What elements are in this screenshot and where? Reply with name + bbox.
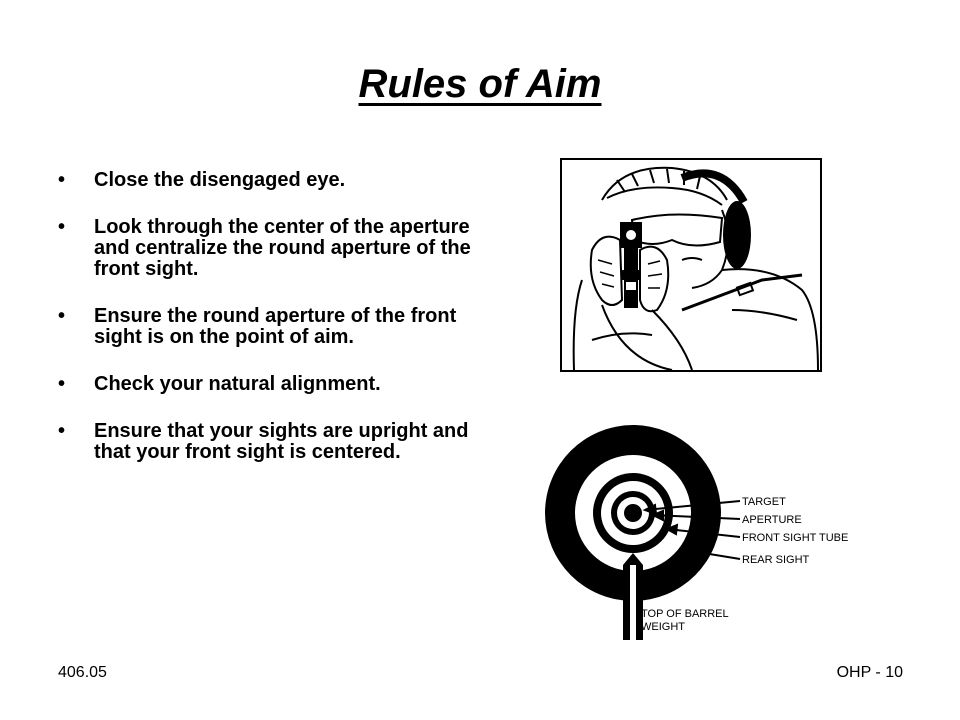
bullet-item: • Check your natural alignment. [58,374,478,395]
label-aperture: APERTURE [742,514,802,526]
target-bull [624,504,642,522]
footer-page-number: OHP - 10 [836,664,903,681]
bullet-item: • Look through the center of the aperture and centralize the round aperture of the front sight. [58,217,478,280]
slide-title: Rules of Aim [358,62,602,106]
bullet-item: • Ensure the round aperture of the front sight is on the point of aim. [58,306,478,348]
bullet-item: • Close the disengaged eye. [58,170,478,191]
label-weight: WEIGHT [641,621,685,633]
bullet-list [58,170,478,489]
label-rear-sight: REAR SIGHT [742,554,810,566]
shooter-illustration [560,158,822,372]
label-target: TARGET [742,496,786,508]
label-top-of-barrel: TOP OF BARREL [641,608,729,620]
footer-course-number: 406.05 [58,664,107,681]
bullet-item: • Ensure that your sights are upright and that your front sight is centered. [58,421,478,463]
label-front-sight-tube: FRONT SIGHT TUBE [742,532,849,544]
aim-diagram [545,425,875,640]
shooter-drawing [562,160,820,370]
